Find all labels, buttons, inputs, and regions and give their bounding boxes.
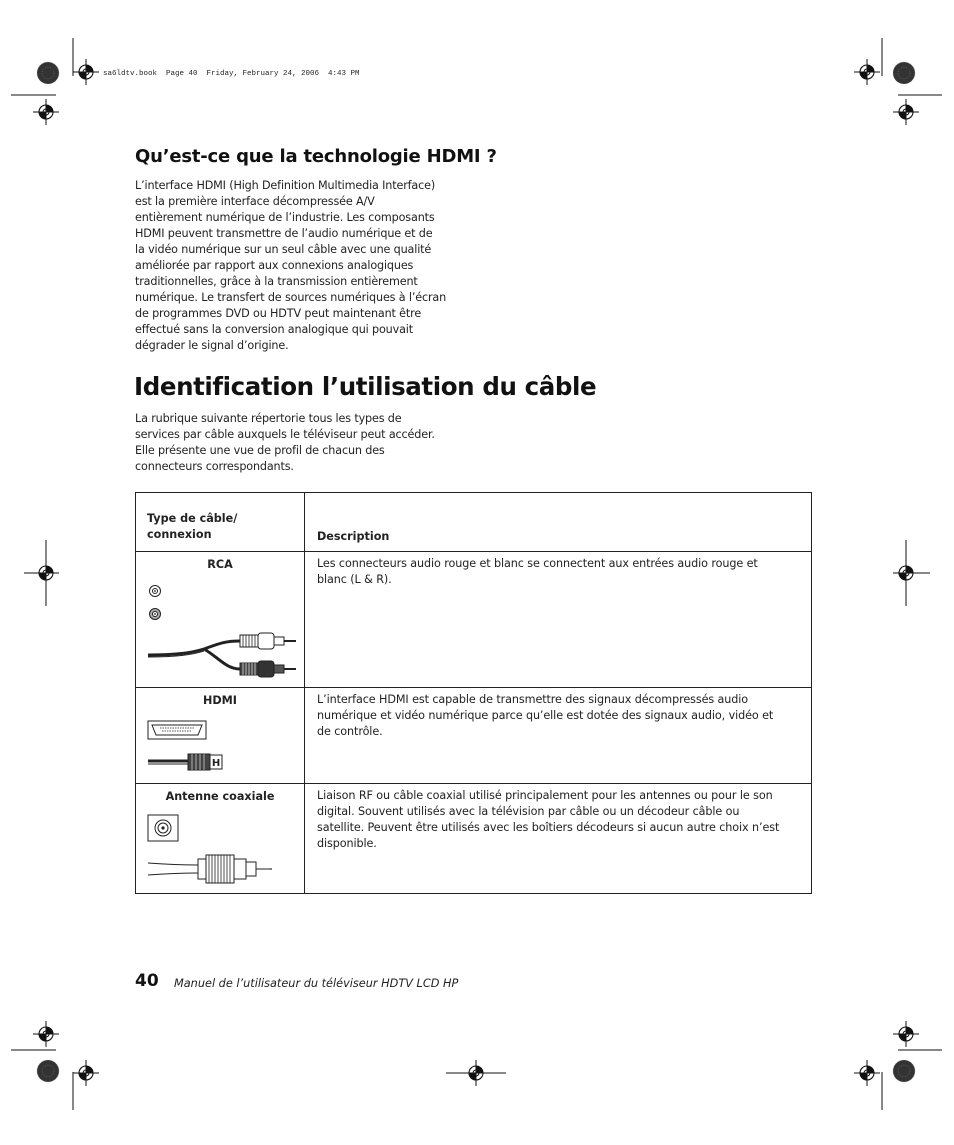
text-line: traditionnelles, grâce à la transmission entièrement [135,275,418,288]
print-slug-line: sa6ldtv.book Page 40 Friday, February 24, 2006 4:43 PM [103,70,360,78]
footer-title: Manuel de l’utilisateur du téléviseur HDTV LCD HP [174,977,459,990]
text-line: blanc (L & R). [317,573,392,586]
cable-section-paragraph [135,411,435,475]
cable-type-cell [136,784,305,894]
table-row-rca [136,552,812,688]
table-header-row [136,493,812,552]
text-line: de programmes DVD ou HDTV peut maintenant être [135,307,422,320]
header-line: Type de câble/ [147,512,238,525]
text-line: digital. Souvent utilisés avec la télévision par câble ou un décodeur câble ou [317,805,740,818]
text-line: numérique. Le transfert de sources numériques à l’écran [135,291,447,304]
rca-connector-icon [136,573,304,685]
text-line: connecteurs correspondants. [135,460,294,473]
description-cell [305,688,812,784]
svg-text:H: H [211,758,221,769]
cable-section-heading: Identification l’utilisation du câble [134,372,597,401]
cable-name: HDMI [203,694,237,707]
text-line: de contrôle. [317,725,383,738]
hdmi-connector-icon [136,709,304,781]
cable-name: Antenne coaxiale [165,790,275,803]
hdmi-section-heading: Qu’est-ce que la technologie HDMI ? [135,146,497,167]
cable-type-cell [136,552,305,688]
cable-name: RCA [207,558,233,571]
header-line: connexion [147,528,212,541]
text-line: L’interface HDMI est capable de transmettre des signaux décompressés audio [317,693,749,706]
text-line: L’interface HDMI (High Definition Multimedia Interface) [135,179,436,192]
description-cell [305,784,812,894]
text-line: satellite. Peuvent être utilisés avec les boîtiers décodeurs si aucun autre choix n’est [317,821,780,834]
text-line: améliorée par rapport aux connexions analogiques [135,259,414,272]
page-number: 40 [135,971,159,991]
coaxial-connector-icon [136,805,304,891]
cable-type-table [135,492,812,894]
text-line: est la première interface décompressée A/V [135,195,375,208]
table-row-coaxial [136,784,812,894]
column-header-description: Description [305,493,812,552]
text-line: effectué sans la conversion analogique qui pouvait [135,323,413,336]
cable-type-cell [136,688,305,784]
text-line: Les connecteurs audio rouge et blanc se connectent aux entrées audio rouge et [317,557,758,570]
hdmi-section-paragraph [135,178,446,354]
text-line: Elle présente une vue de profil de chacun des [135,444,385,457]
description-cell [305,552,812,688]
text-line: HDMI peuvent transmettre de l’audio numérique et de [135,227,433,240]
table-row-hdmi [136,688,812,784]
text-line: dégrader le signal d’origine. [135,339,289,352]
text-line: services par câble auxquels le téléviseur peut accéder. [135,428,435,441]
text-line: entièrement numérique de l’industrie. Les composants [135,211,435,224]
text-line: La rubrique suivante répertorie tous les types de [135,412,402,425]
text-line: Liaison RF ou câble coaxial utilisé principalement pour les antennes ou pour le son [317,789,773,802]
text-line: disponible. [317,837,377,850]
text-line: numérique et vidéo numérique parce qu’elle est dotée des signaux audio, vidéo et [317,709,774,722]
text-line: la vidéo numérique sur un seul câble avec une qualité [135,243,432,256]
column-header-cable-type [136,493,305,552]
